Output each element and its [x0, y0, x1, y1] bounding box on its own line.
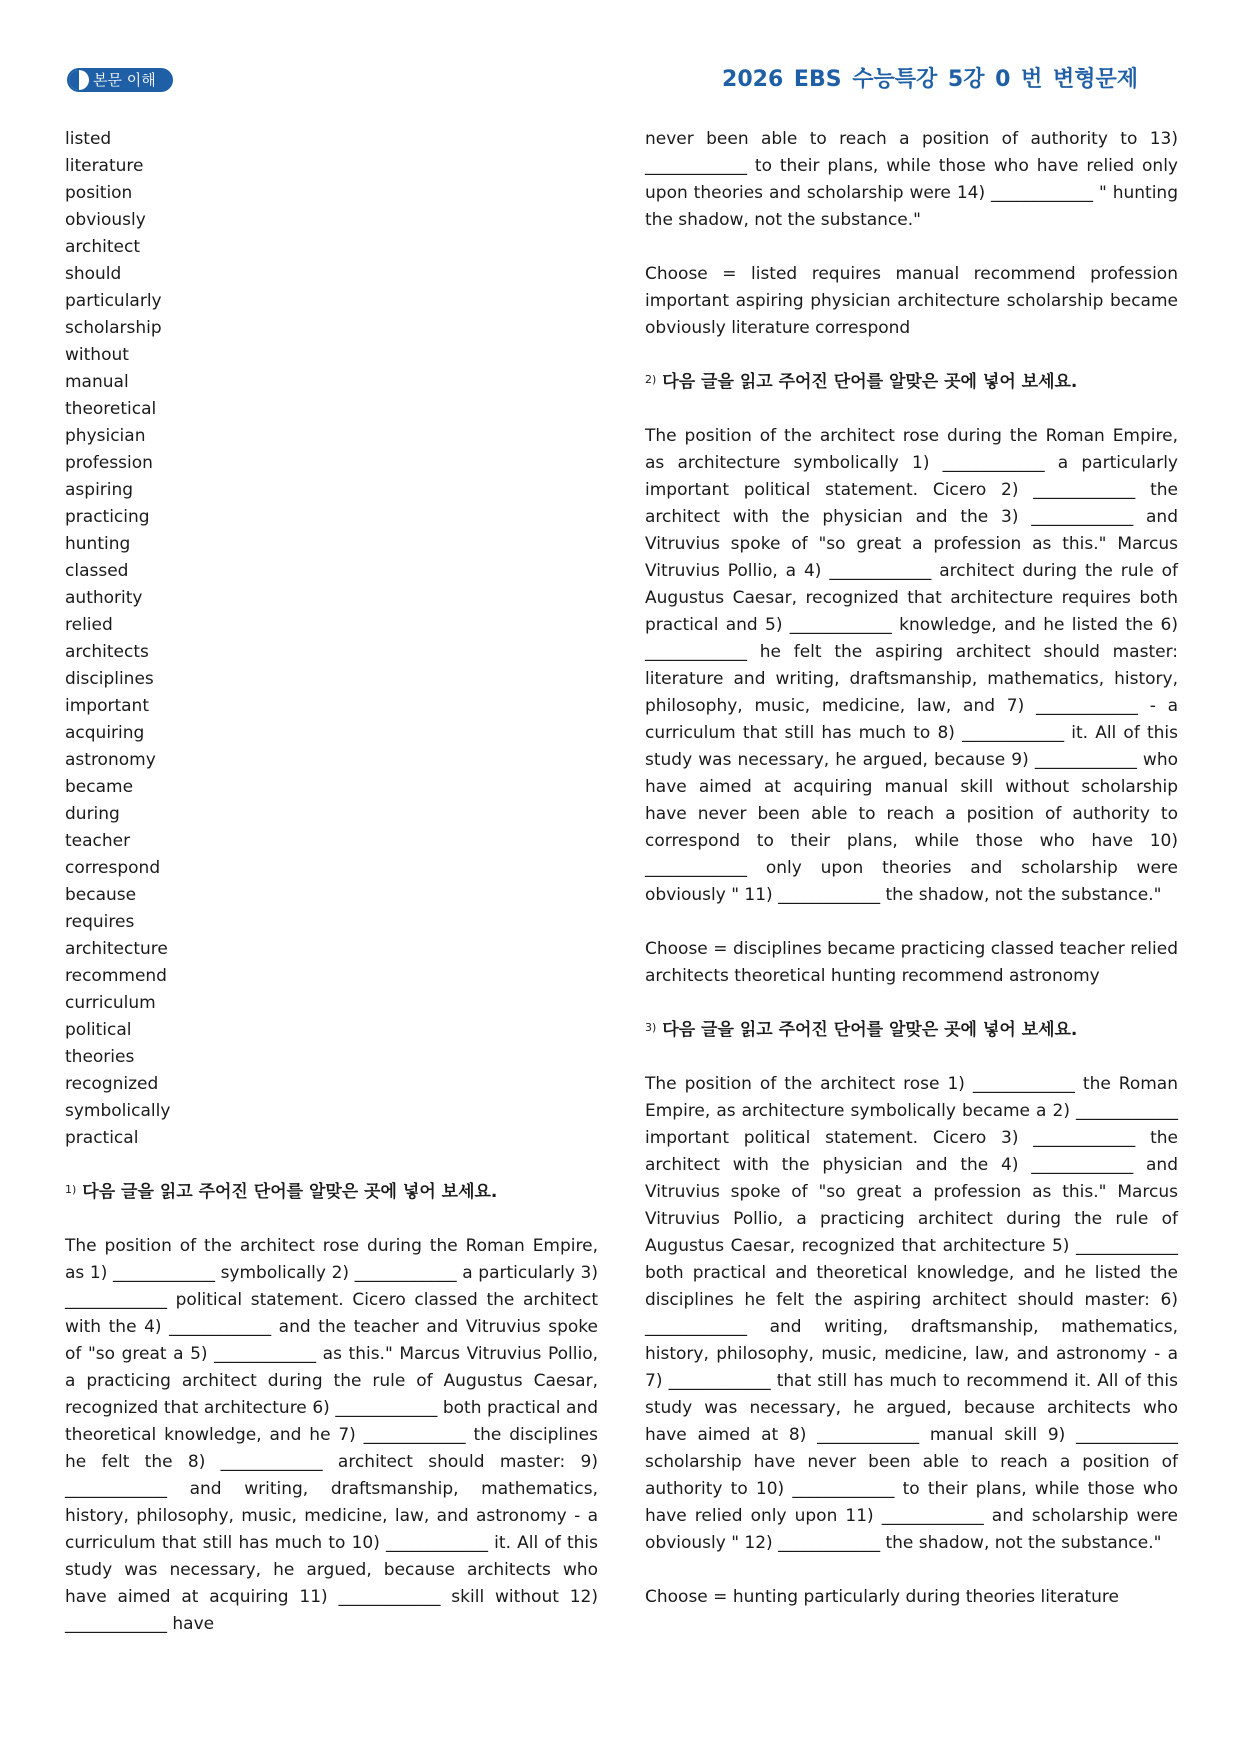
word-list-item: relied: [65, 615, 113, 635]
word-list-item: architect: [65, 237, 141, 257]
word-list-item: practicing: [65, 507, 150, 527]
question-2-passage: The position of the architect rose during the Roman Empire, as architecture symbolically 1) ____________ a particularly important political statement. Cicero 2) ____________ the architect with the physician and the 3) ____________ and Vitruvius spoke of "so great a profession as this." Marcus Vitruvius Pollio, a 4) ____________ architect during the rule of Augustus Caesar, recognized that architecture requires both practical and 5) ____________ knowledge, and he listed the 6) ____________ he felt the aspiring architect should master: literature and writing, draftsmanship, mathematics, history, philosophy, music, medicine, law, and 7) ____________ - a curriculum that still has much to 8) ____________ it. All of this study was necessary, he argued, because 9) ____________ who have aimed at acquiring manual skill without scholarship have never been able to reach a position of authority to correspond to their plans, while those who have 10) ____________ only upon theories and scholarship were obviously " 11) ____________ the shadow, not the substance.": [645, 426, 1178, 905]
word-list-item: requires: [65, 912, 135, 932]
question-3-instruction: $^{3)}$ 다음 글을 읽고 주어진 단어를 알맞은 곳에 넣어 보세요.: [645, 1020, 1078, 1040]
word-list-item: listed: [65, 129, 112, 149]
question-1-number: 1): [65, 1183, 77, 1196]
word-list-item: recognized: [65, 1074, 159, 1094]
word-list-item: teacher: [65, 831, 131, 851]
word-list-item: recommend: [65, 966, 167, 986]
word-list-item: curriculum: [65, 993, 156, 1013]
question-3-number: 3): [645, 1021, 657, 1034]
word-list-item: acquiring: [65, 723, 145, 743]
word-list-item: during: [65, 804, 120, 824]
page-title: 2026 EBS 수능특강 5강 0 번 변형문제: [722, 67, 1138, 92]
word-list-item: hunting: [65, 534, 131, 554]
word-list-item: disciplines: [65, 669, 154, 689]
section-badge: [67, 68, 173, 92]
word-list-item: theoretical: [65, 399, 157, 419]
word-list-item: symbolically: [65, 1101, 171, 1121]
word-list-item: obviously: [65, 210, 146, 230]
question-1-passage-part1: The position of the architect rose during the Roman Empire, as 1) ____________ symbolically 2) ____________ a particularly 3) ____________ political statement. Cicero classed the architect with the 4) ____________ and the teacher and Vitruvius spoke of "so great a 5) ____________ as this." Marcus Vitruvius Pollio, a practicing architect during the rule of Augustus Caesar, recognized that architecture 6) ____________ both practical and theoretical knowledge, and he 7) ____________ the disciplines he felt the 8) ____________ architect should master: 9) ____________ and writing, draftsmanship, mathematics, history, philosophy, music, medicine, law, and astronomy - a curriculum that still has much to 10) ____________ it. All of this study was necessary, he argued, because architects who have aimed at acquiring 11) ____________ skill without 12) ____________ have: [65, 1236, 598, 1634]
word-list-item: important: [65, 696, 149, 716]
word-list-item: astronomy: [65, 750, 156, 770]
word-list-item: became: [65, 777, 134, 797]
word-list: [65, 126, 598, 1152]
word-list-item: manual: [65, 372, 129, 392]
word-list-item: scholarship: [65, 318, 162, 338]
word-list-item: architects: [65, 642, 149, 662]
question-2-instruction: $^{2)}$ 다음 글을 읽고 주어진 단어를 알맞은 곳에 넣어 보세요.: [645, 372, 1078, 392]
page-header: [0, 0, 1240, 110]
word-list-item: classed: [65, 561, 129, 581]
word-list-item: theories: [65, 1047, 135, 1067]
question-1-passage-part2: never been able to reach a position of authority to 13) ____________ to their plans, while those who have relied only upon theories and scholarship were 14) ____________ " hunting the shadow, not the substance.": [645, 129, 1178, 230]
word-list-item: political: [65, 1020, 132, 1040]
question-1-instruction: $^{1)}$ 다음 글을 읽고 주어진 단어를 알맞은 곳에 넣어 보세요.: [65, 1182, 498, 1202]
word-list-item: authority: [65, 588, 143, 608]
section-badge-label: 본문 이해: [93, 71, 156, 89]
word-list-item: should: [65, 264, 122, 284]
right-column: [645, 126, 1178, 1611]
left-column: [65, 126, 598, 1638]
word-list-item: physician: [65, 426, 146, 446]
word-list-item: particularly: [65, 291, 162, 311]
word-list-item: correspond: [65, 858, 161, 878]
question-2-choices: Choose = disciplines became practicing classed teacher relied architects theoretical hunting recommend astronomy: [645, 939, 1178, 986]
word-list-item: practical: [65, 1128, 139, 1148]
word-list-item: without: [65, 345, 129, 365]
question-3-passage: The position of the architect rose 1) ____________ the Roman Empire, as architecture symbolically became a 2) ____________ important political statement. Cicero 3) ____________ the architect with the physician and the 4) ____________ and Vitruvius spoke of "so great a profession as this." Marcus Vitruvius Pollio, a practicing architect during the rule of Augustus Caesar, recognized that architecture 5) ____________ both practical and theoretical knowledge, and he listed the disciplines he felt the aspiring architect should master: 6) ____________ and writing, draftsmanship, mathematics, history, philosophy, music, medicine, law, and astronomy - a 7) ____________ that still has much to recommend it. All of this study was necessary, he argued, because architects who have aimed at 8) ____________ manual skill 9) ____________ scholarship have never been able to reach a position of authority to 10) ____________ to their plans, while those who have relied only upon 11) ____________ and scholarship were obviously " 12) ____________ the shadow, not the substance.": [645, 1074, 1178, 1553]
question-3-choices: Choose = hunting particularly during theories literature: [645, 1587, 1119, 1607]
word-list-item: aspiring: [65, 480, 134, 500]
question-1-choices: Choose = listed requires manual recommend profession important aspiring physician architecture scholarship became obviously literature correspond: [645, 264, 1178, 338]
half-circle-icon: [69, 70, 89, 90]
word-list-item: architecture: [65, 939, 168, 959]
word-list-item: profession: [65, 453, 153, 473]
word-list-item: position: [65, 183, 133, 203]
word-list-item: literature: [65, 156, 144, 176]
question-2-number: 2): [645, 373, 657, 386]
word-list-item: because: [65, 885, 137, 905]
